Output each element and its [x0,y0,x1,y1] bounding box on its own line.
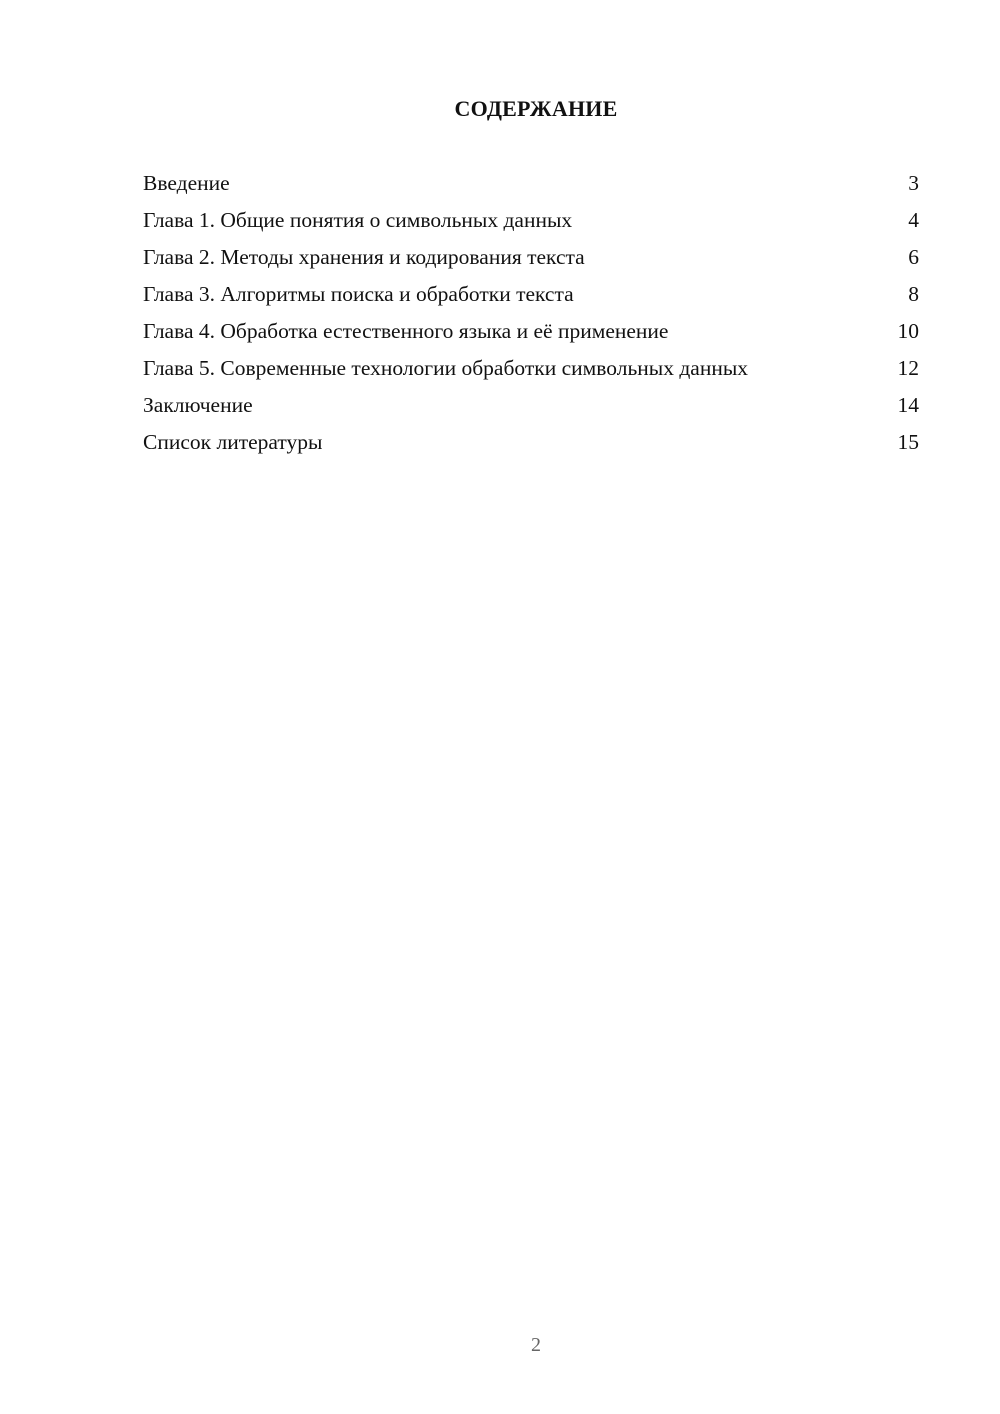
table-of-contents [143,170,919,466]
toc-entry-label: Глава 5. Современные технологии обработки символьных данных [143,356,749,380]
toc-entry-label: Глава 1. Общие понятия о символьных данных [143,208,573,232]
page-number: 2 [531,1334,541,1356]
toc-entry-page: 12 [897,356,919,380]
toc-entry-chapter-2 [143,244,919,271]
toc-entry-page: 3 [908,171,919,195]
toc-entry-chapter-1 [143,207,919,234]
toc-heading: СОДЕРЖАНИЕ [454,96,618,121]
toc-entry-page: 4 [908,208,919,232]
toc-entry-page: 8 [908,282,919,306]
toc-entry-conclusion [143,392,919,419]
toc-entry-page: 14 [897,393,919,417]
toc-entry-label: Заключение [143,393,253,417]
toc-entry-label: Введение [143,171,230,195]
toc-entry-label: Глава 4. Обработка естественного языка и её применение [143,319,669,343]
toc-entry-chapter-3 [143,281,919,308]
toc-entry-label: Список литературы [143,430,323,454]
toc-entry-page: 10 [897,319,919,343]
toc-entry-references [143,429,919,456]
toc-entry-page: 15 [897,430,919,454]
toc-entry-introduction [143,170,919,197]
toc-entry-label: Глава 3. Алгоритмы поиска и обработки текста [143,282,574,306]
toc-entry-chapter-4 [143,318,919,345]
toc-entry-page: 6 [908,245,919,269]
toc-entry-label: Глава 2. Методы хранения и кодирования текста [143,245,585,269]
toc-entry-chapter-5 [143,355,919,382]
